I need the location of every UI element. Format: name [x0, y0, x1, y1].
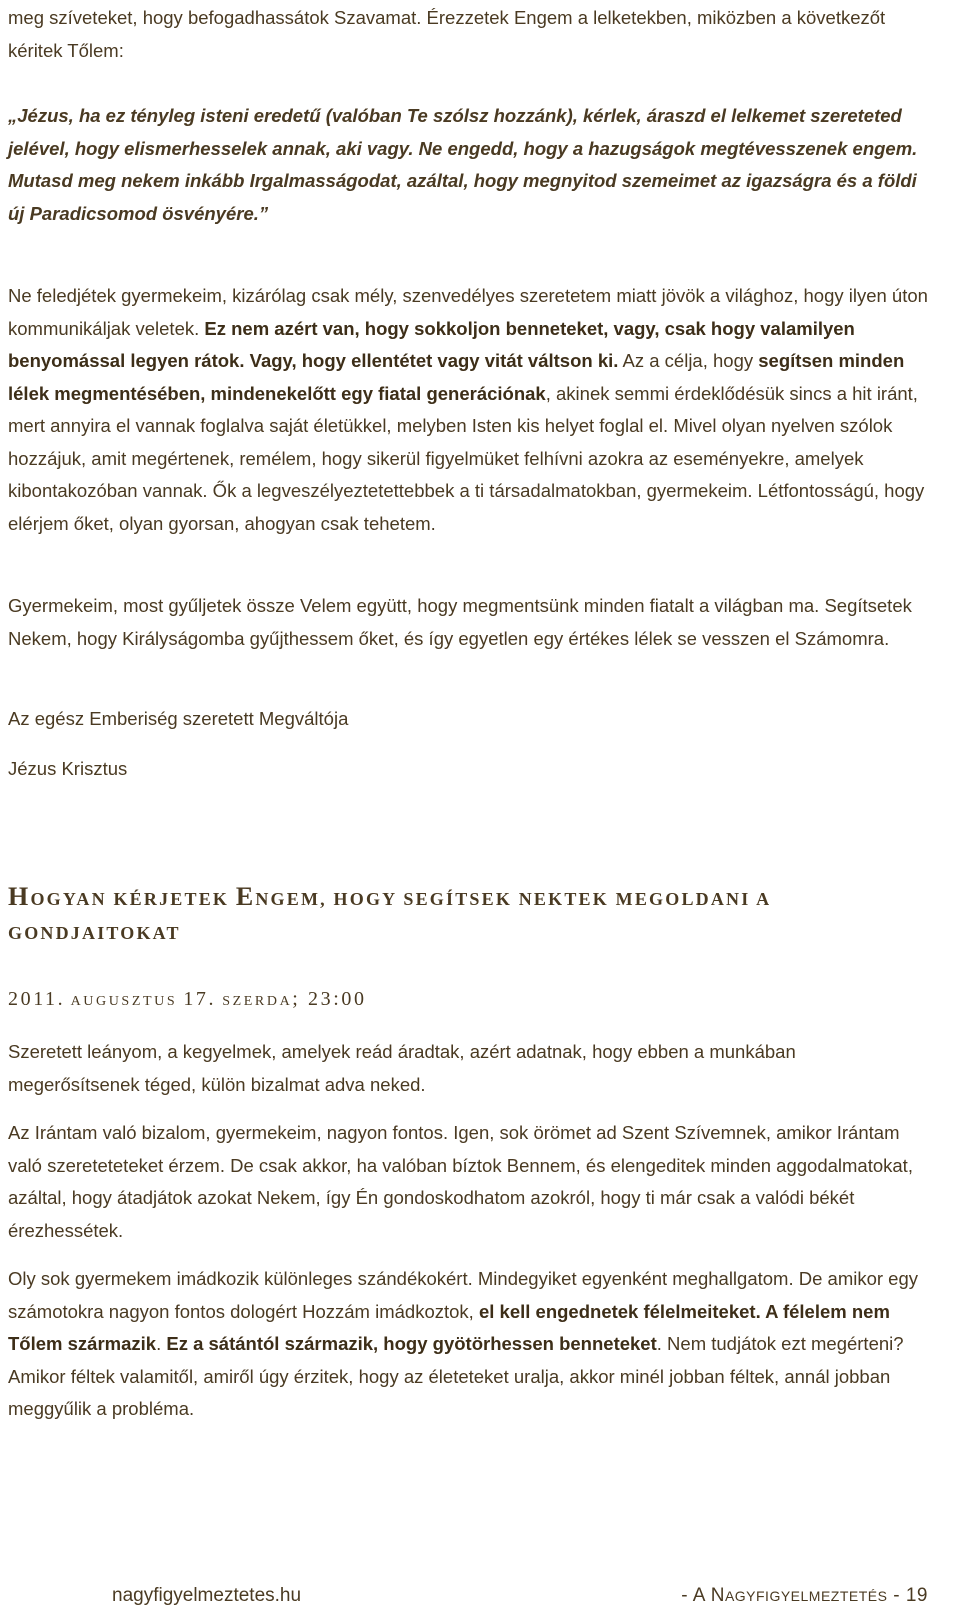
title-initial-2: E [235, 882, 256, 911]
prayer-part-3: Mutasd meg nekem inkább Irgalmasságodat, azáltal, hogy megnyitod szemeimet az igazságra és a földi új Paradicsomod ösvényére.” [8, 170, 917, 224]
daughter-text: Szeretett leányom, a kegyelmek, amelyek reád áradtak, azért adatnak, hogy ebben a munkában megerősítsenek téged, külön bizalmat adva neked. [8, 1041, 796, 1095]
paragraph-signature-1 [8, 703, 928, 736]
purpose-bold-1: Ez nem azért van, hogy sokkoljon benneteket, vagy, csak hogy valamilyen benyomással legyen rátok. Vagy, hogy ellentétet vagy vitát váltson ki. [8, 317, 855, 371]
purpose-text-1: Ne feledjétek gyermekeim, kizárólag csak mély, szenvedélyes szeretetem miatt jövök a világhoz, hogy ilyen úton kommunikáljak veletek. [8, 285, 928, 339]
purpose-text-2: Az a célja, hogy [622, 350, 754, 371]
date-weekday: SZERDA [216, 994, 293, 1009]
paragraph-trust [8, 1117, 928, 1247]
gather-text: Gyermekeim, most gyűljetek össze Velem együtt, hogy megmentsünk minden fiatalt a világban ma. Segítsetek Nekem, hogy Királyságomba gyűjthessem őket, és így egyetlen egy értékes lélek se vesszen el Számomra. [8, 595, 912, 649]
date-year: 2011. [8, 988, 66, 1010]
fear-text-1: Oly sok gyermekem imádkozik különleges szándékokért. Mindegyiket egyenként meghallgatom. De amikor egy számotokra nagyon fontos dologért Hozzám imádkoztok, [8, 1268, 919, 1322]
trust-text: Az Irántam való bizalom, gyermekeim, nagyon fontos. Igen, sok örömet ad Szent Szívemnek, amikor Irántam való szereteteteket érzem. De csak akkor, ha valóban bíztok Bennem, és elengeditek minden aggodalmatokat, azáltal, hogy átadjátok azokat Nekem, így Én gondoskodhatom azokról, hogy ti már csak a valódi békét érezhessétek. [8, 1122, 913, 1241]
title-initial-1: H [8, 882, 31, 911]
prayer-quote [8, 100, 928, 230]
fear-text-2: . [156, 1333, 162, 1354]
section-title [8, 880, 868, 950]
paragraph-gather [8, 590, 928, 655]
title-part-1: OGYAN KÉRJETEK [30, 889, 236, 909]
paragraph-purpose [8, 280, 928, 540]
footer-brand-initial: N [710, 1585, 725, 1606]
date-day: 17. [183, 988, 217, 1010]
fear-bold-1: el kell engednetek félelmeiteket. A félelem nem Tőlem származik [8, 1300, 890, 1354]
footer-brand-rest: AGYFIGYELMEZTETÉS [724, 1588, 888, 1604]
purpose-text-3: , akinek semmi érdeklődésük sincs a hit iránt, mert annyira el vannak foglalva saját életükkel, melyben Isten kis helyet foglal el. Mivel olyan nyelven szólok hozzájuk, amit megértenek, remélem, hogy sikerül figyelmüket felhívni azokra az eseményekre, amelyek kibontakozóban vannak. Ők a legveszélyeztetettebbek a ti társadalmatokban, gyermekeim. Létfontosságú, hogy elérjem őket, olyan gyorsan, ahogyan csak tehetem. [8, 382, 925, 534]
paragraph-intro [8, 2, 928, 67]
footer-page-label [681, 1585, 928, 1607]
prayer-part-1: „Jézus, ha ez tényleg isteni eredetű (valóban Te szólsz hozzánk), kérlek, áraszd el lelkemet szereteted jelével, hogy elismerhesselek annak, aki vagy. [8, 105, 902, 159]
paragraph-daughter [8, 1036, 928, 1101]
signature-line-2: Jézus Krisztus [8, 758, 128, 779]
footer-prefix: - A [681, 1585, 711, 1606]
title-part-2: NGEM, HOGY SEGÍTSEK NEKTEK MEGOLDANI A GONDJAITOKAT [8, 889, 771, 943]
section-date [8, 988, 367, 1011]
date-month: AUGUSZTUS [65, 994, 184, 1009]
intro-text: meg szíveteket, hogy befogadhassátok Szavamat. Érezzetek Engem a lelketekben, miközben a következőt kéritek Tőlem: [8, 7, 886, 61]
date-time: ; 23:00 [292, 988, 367, 1010]
prayer-part-2: Ne engedd, hogy a hazugságok megtévesszenek engem. [418, 137, 918, 159]
signature-line-1: Az egész Emberiség szeretett Megváltója [8, 708, 349, 729]
footer-site: nagyfigyelmeztetes.hu [112, 1585, 302, 1606]
paragraph-signature-2 [8, 753, 928, 786]
fear-bold-2: Ez a sátántól származik, hogy gyötörhessen benneteket [166, 1333, 657, 1354]
fear-text-3: . Nem tudjátok ezt megérteni? Amikor féltek valamitől, amiről úgy érzitek, hogy az életeteket uralja, akkor minél jobban féltek, annál jobban meggyűlik a probléma. [8, 1333, 904, 1419]
footer-page-number: - 19 [887, 1585, 928, 1606]
paragraph-fear [8, 1263, 928, 1426]
purpose-bold-2: segítsen minden lélek megmentésében, mindenekelőtt egy fiatal generációnak [8, 350, 905, 404]
